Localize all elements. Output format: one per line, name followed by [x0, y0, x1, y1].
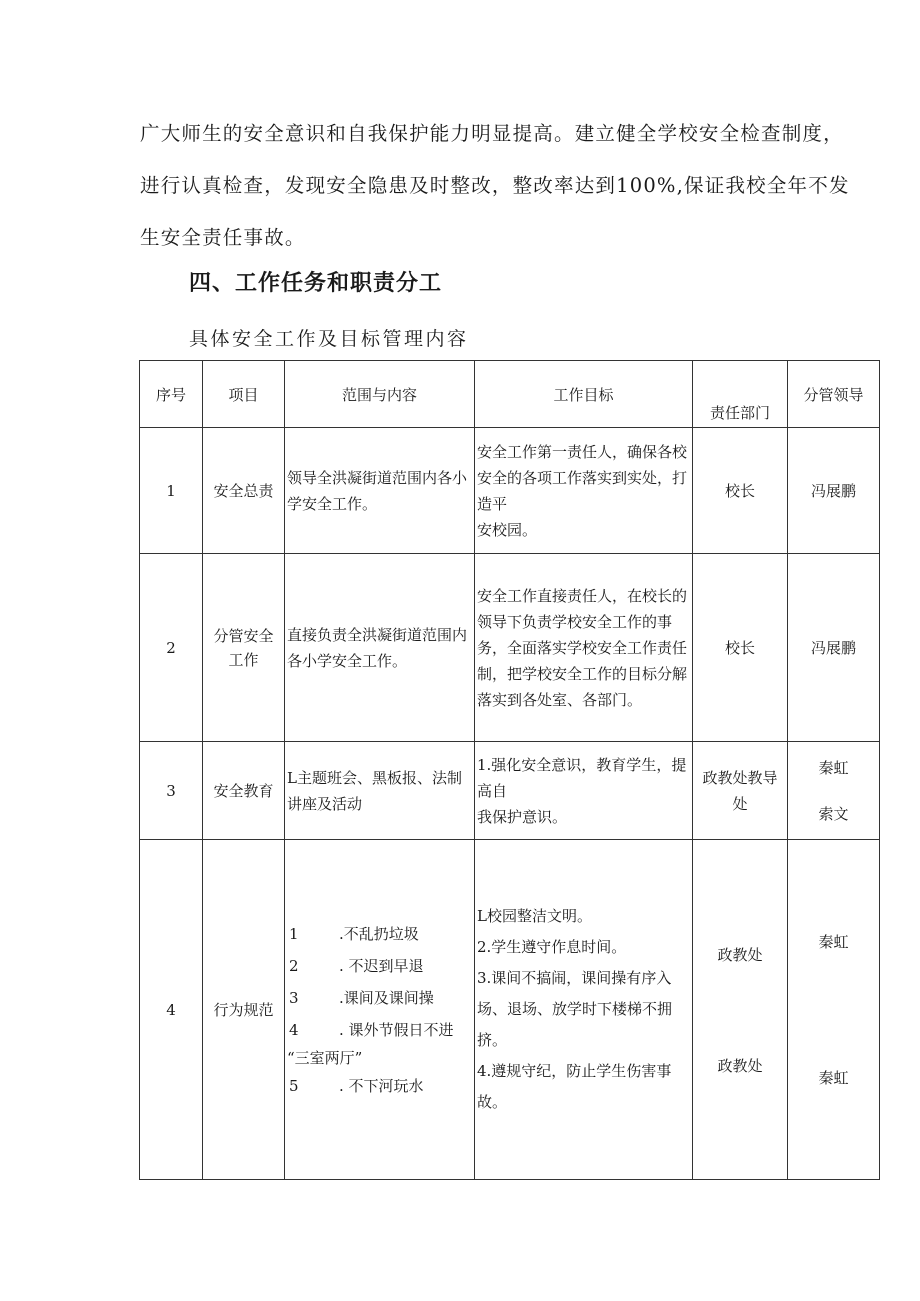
row-dept: 政教处教导处 [693, 742, 788, 840]
row-goal [475, 840, 693, 1180]
goal-text: 安全工作第一责任人，确保各校安全的各项工作落实到实处，打造平 [477, 442, 688, 513]
table-row [140, 742, 880, 840]
list-item: 2 . 不迟到早退 [289, 956, 424, 975]
goal-text: 4.遵规守纪，防止学生伤害事故。 [477, 1062, 672, 1111]
row-item: 行为规范 [203, 840, 285, 1180]
lead-name: 秦虹 [818, 1069, 849, 1087]
header-lead: 分管领导 [788, 361, 880, 428]
list-item: 3 .课间及课间操 [289, 988, 434, 1007]
paragraph-line: 广大师生的安全意识和自我保护能力明显提高。建立健全学校安全检查制度， [140, 122, 844, 145]
table-title: 具体安全工作及目标管理内容 [189, 328, 469, 350]
row-item: 分管安全工作 [203, 554, 285, 742]
row-goal: 安全工作直接责任人，在校长的领导下负责学校安全工作的事务，全面落实学校安全工作责任制，把学校安全工作的目标分解落实到各处室、各部门。 [475, 554, 693, 742]
row-lead [788, 742, 880, 840]
list-item: 5 . 不下河玩水 [289, 1076, 424, 1095]
lead-name: 索文 [818, 804, 849, 823]
row-no: 3 [140, 742, 203, 840]
row-goal [475, 428, 693, 554]
section-heading: 四、工作任务和职责分工 [189, 271, 443, 296]
responsibility-table [139, 360, 880, 1180]
row-no: 1 [140, 428, 203, 554]
goal-text: 2.学生遵守作息时间。 [477, 938, 627, 956]
table-header-row [140, 361, 880, 428]
list-item: 1 .不乱扔垃圾 [289, 924, 419, 943]
paragraph-line: 进行认真检查，发现安全隐患及时整改，整改率达到100%,保证我校全年不发 [140, 174, 850, 197]
row-lead: 冯展鹏 [788, 428, 880, 554]
row-goal [475, 742, 693, 840]
row-item: 安全总责 [203, 428, 285, 554]
row-dept [693, 840, 788, 1180]
row-scope [285, 840, 475, 1180]
header-dept: 责任部门 [693, 361, 788, 428]
row-item: 安全教育 [203, 742, 285, 840]
table-row [140, 554, 880, 742]
dept-name: 政教处 [717, 945, 763, 964]
table-row [140, 840, 880, 1180]
row-lead: 冯展鹏 [788, 554, 880, 742]
table-row [140, 428, 880, 554]
row-lead [788, 840, 880, 1180]
list-item: 4 . 课外节假日不进 [289, 1020, 454, 1039]
goal-text: 3.课间不搞闹，课间操有序入场、退场、放学时下楼梯不拥挤。 [477, 969, 673, 1049]
goal-text: 安校园。 [477, 520, 538, 539]
row-scope: 直接负责全洪凝街道范围内各小学安全工作。 [285, 554, 475, 742]
goal-text: L校园整洁文明。 [477, 907, 592, 925]
goal-text: 我保护意识。 [477, 807, 568, 826]
intro-paragraph [140, 108, 870, 264]
header-scope: 范围与内容 [285, 361, 475, 428]
list-item: “三室两厅” [287, 1048, 363, 1067]
row-dept: 校长 [693, 554, 788, 742]
row-scope: 领导全洪凝街道范围内各小学安全工作。 [285, 428, 475, 554]
lead-name: 秦虹 [818, 933, 849, 951]
row-scope: L主题班会、黑板报、法制讲座及活动 [285, 742, 475, 840]
row-no: 4 [140, 840, 203, 1180]
row-no: 2 [140, 554, 203, 742]
dept-name: 政教处 [717, 1056, 763, 1075]
header-no: 序号 [140, 361, 203, 428]
paragraph-line: 生安全责任事故。 [140, 226, 306, 249]
header-goal: 工作目标 [475, 361, 693, 428]
lead-name: 秦虹 [818, 758, 849, 777]
goal-text: 1.强化安全意识，教育学生，提高自 [477, 755, 687, 800]
row-dept: 校长 [693, 428, 788, 554]
header-item: 项目 [203, 361, 285, 428]
